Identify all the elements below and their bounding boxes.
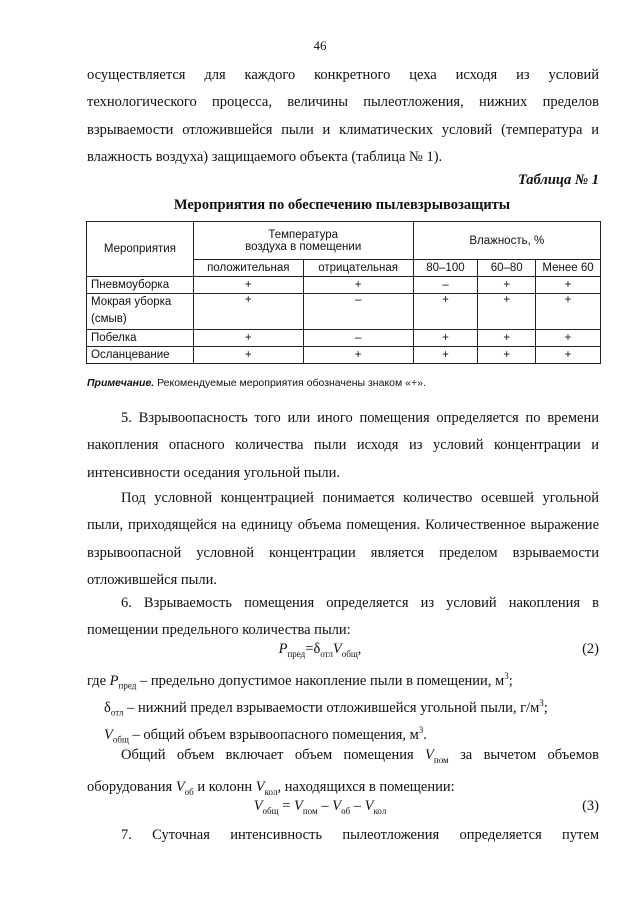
where-d-symbol: δ — [104, 699, 111, 716]
total-part4: , находящихся в помещении: — [277, 779, 455, 796]
row-mark: + — [413, 330, 478, 347]
formula-3-v2: V — [294, 798, 303, 814]
row-mark: + — [478, 294, 536, 330]
subheader-humidity-80-100: 80–100 — [413, 260, 478, 277]
row-mark: + — [193, 347, 303, 364]
total-v-pom: V — [425, 747, 434, 763]
where-d-sup: 3 — [539, 698, 544, 708]
total-v-kol-sub: кол — [264, 787, 278, 798]
total-part2: за вычетом объемов оборудования — [87, 747, 599, 796]
row-mark: + — [193, 330, 303, 347]
formula-3-v1: V — [253, 798, 263, 814]
where-v-text: – общий объем взрывоопасного помещения, м — [128, 726, 419, 743]
formula-3-op3: – — [350, 798, 365, 814]
paragraph-conditional-concentration: Под условной концентрацией понимается количество осевшей угольной пыли, приходящейся на единицу объема помещения. Количественное выражение взрывоопасной условной концентрации является пределом взрываемости отложившейся пыли. — [87, 490, 599, 588]
row-mark: – — [303, 330, 413, 347]
where-d-sub: отл — [110, 707, 124, 718]
formula-3 — [0, 798, 640, 816]
formula-2-number: (2) — [582, 641, 599, 657]
note-label: Примечание. — [87, 377, 155, 389]
row-name: Осланцевание — [87, 347, 194, 364]
formula-3-v4-sub: кол — [373, 805, 387, 816]
row-mark: + — [303, 347, 413, 364]
where-p-sub: пред — [118, 680, 137, 691]
row-mark: + — [478, 330, 536, 347]
total-v-kol: V — [255, 779, 265, 796]
paragraph-6: 6. Взрываемость помещения определяется из условий накопления в помещении предельного количества пыли: — [87, 595, 599, 639]
table-title: Мероприятия по обеспечению пылевзрывозащиты — [173, 197, 511, 213]
formula-3-op2: – — [317, 798, 333, 814]
intro-paragraph: осуществляется для каждого конкретного цеха исходя из условий технологического процесса, величины пылеотложения, нижних пределов взрываемости отложившейся пыли и климатических условий (температура и влажность воздуха) защищаемого объекта (таблица № 1). — [87, 67, 599, 165]
row-mark: – — [303, 294, 413, 330]
where-p-end: ; — [508, 672, 513, 689]
page-number: 46 — [313, 38, 327, 53]
paragraph-7: 7. Суточная интенсивность пылеотложения определяется путем — [121, 827, 599, 843]
total-part3: и колонн — [193, 779, 256, 796]
row-mark: + — [536, 330, 601, 347]
where-p-sup: 3 — [504, 671, 509, 681]
header-temperature — [193, 222, 413, 260]
row-mark: + — [536, 347, 601, 364]
table-caption: Таблица № 1 — [517, 172, 599, 188]
formula-2-eq: =δ — [305, 641, 321, 657]
formula-3-v3: V — [332, 798, 342, 814]
formula-3-v2-sub: пом — [302, 805, 318, 816]
header-humidity: Влажность, % — [413, 222, 600, 260]
row-mark: + — [193, 277, 303, 294]
row-mark: + — [413, 294, 478, 330]
formula-3-v1-sub: общ — [262, 805, 279, 816]
note-text: Рекомендуемые мероприятия обозначены знаком «+». — [154, 377, 426, 389]
formula-2-eq-sub: отл — [320, 648, 333, 659]
measures-table — [86, 221, 601, 364]
where-v-symbol: V — [104, 726, 113, 743]
subheader-humidity-60-80: 60–80 — [478, 260, 536, 277]
row-name: Мокрая уборка (смыв) — [87, 294, 194, 330]
formula-3-v3-sub: об — [341, 805, 351, 816]
formula-2-rhs-sub: общ — [341, 648, 358, 659]
table-row — [87, 347, 601, 364]
paragraph-total-volume — [87, 742, 599, 806]
row-mark: + — [303, 277, 413, 294]
row-mark: + — [413, 347, 478, 364]
table-row — [87, 277, 601, 294]
formula-2-rhs: V — [332, 641, 342, 657]
where-prefix: где — [87, 672, 110, 689]
formula-2-tail: , — [357, 641, 362, 657]
where-p-symbol: P — [109, 672, 119, 689]
total-part1: Общий объем включает объем помещения — [121, 747, 426, 763]
total-v-pom-sub: пом — [433, 754, 449, 765]
row-name: Пневмоуборка — [87, 277, 194, 294]
table-row — [87, 330, 601, 347]
total-v-ob-sub: об — [184, 787, 194, 798]
subheader-negative: отрицательная — [303, 260, 413, 277]
subheader-positive: положительная — [193, 260, 303, 277]
where-d-text: – нижний предел взрываемости отложившейся угольной пыли, г/м — [123, 699, 540, 716]
formula-3-v4: V — [364, 798, 374, 814]
row-mark: + — [536, 294, 601, 330]
row-mark: + — [478, 347, 536, 364]
formula-3-number: (3) — [582, 798, 599, 814]
where-v-end: . — [423, 726, 427, 743]
row-name: Побелка — [87, 330, 194, 347]
row-mark: + — [478, 277, 536, 294]
table-row — [87, 294, 601, 330]
header-temperature-line2: воздуха в помещении — [245, 240, 362, 253]
where-p-text: – предельно допустимое накопление пыли в помещении, м — [136, 672, 505, 689]
formula-2-lhs: P — [278, 641, 288, 657]
header-temperature-line1: Температура — [268, 228, 339, 241]
where-v-sub: общ — [112, 734, 129, 745]
row-mark: – — [413, 277, 478, 294]
paragraph-5: 5. Взрывоопасность того или иного помещения определяется по времени накопления опасного количества пыли исходя из условий концентрации и интенсивности оседания угольной пыли. — [87, 410, 599, 481]
where-d-end: ; — [543, 699, 548, 716]
formula-2 — [0, 641, 640, 659]
subheader-humidity-below-60: Менее 60 — [536, 260, 601, 277]
total-v-ob: V — [175, 779, 185, 796]
row-mark: + — [193, 294, 303, 330]
formula-2-lhs-sub: пред — [287, 648, 306, 659]
formula-3-op1: = — [278, 798, 294, 814]
where-v-sup: 3 — [418, 725, 424, 735]
row-mark: + — [536, 277, 601, 294]
table-note — [87, 377, 426, 389]
header-measures: Мероприятия — [87, 222, 194, 277]
